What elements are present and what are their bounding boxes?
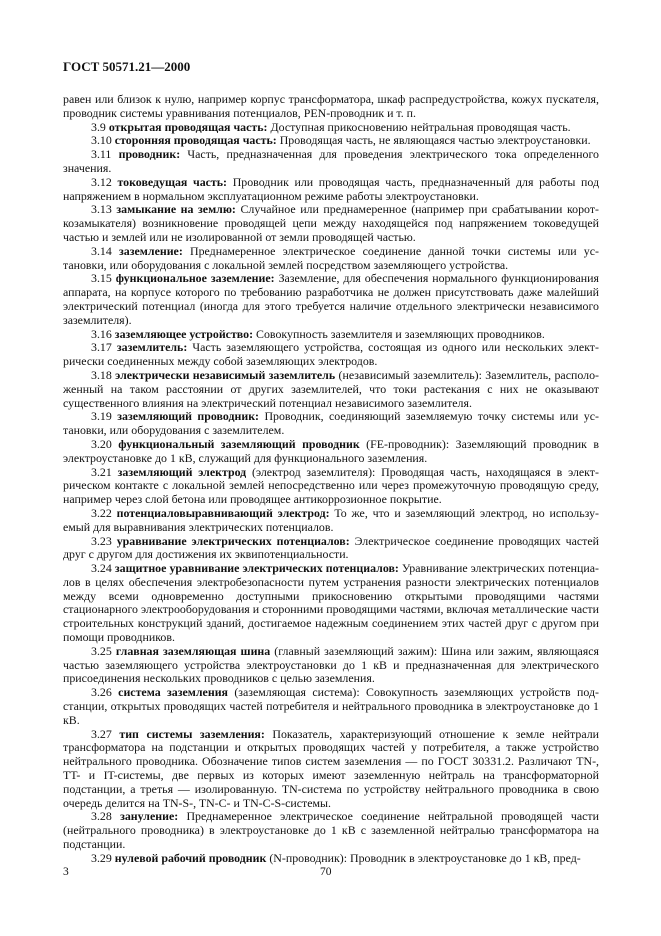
defined-term: электрически независимый заземлитель (115, 367, 336, 382)
definition-paragraph (63, 507, 599, 535)
defined-term: система заземления (118, 685, 228, 700)
footer-left-mark: 3 (63, 866, 69, 878)
definition-text: Преднамеренное электрическое соединение нейтральной проводящей части (нейтрального проводника) в электроустановке до 1 кВ с заземленной нейтралью трансформатора на подстанции. (63, 809, 599, 852)
definition-paragraph (63, 466, 599, 507)
defined-term: уравнивание электрических потенциалов: (116, 533, 350, 548)
defined-term: функциональное заземление: (115, 271, 275, 286)
clause-number: 3.29 (91, 850, 112, 865)
defined-term: заземляющий проводник: (117, 409, 260, 424)
defined-term: заземление: (119, 243, 183, 258)
defined-term: открытая проводящая часть: (108, 119, 268, 134)
clause-number: 3.23 (91, 533, 112, 548)
definition-text: Показатель, характеризующий отношение к земле нейтрали трансформатора на подстанции и открытых проводящих частей у потребителя, а также устройство нейтрального проводника. Обозначение типов систем заземления — по ГОСТ 30331.2. Различают TN-, TT- и IT-системы, две первых из которых имеют заземленную нейтраль на трансформаторной подстанции, а третья — изолированную. TN-система по устройству нейтрального проводника в свою очередь делится на TN-S-, TN-C- и TN-C-S-системы. (63, 726, 599, 810)
clause-number: 3.24 (91, 561, 112, 576)
defined-term: зануление: (120, 809, 179, 824)
definition-paragraph (63, 369, 599, 410)
definition-paragraph (63, 341, 599, 369)
definition-paragraph (63, 810, 599, 851)
clause-number: 3.11 (91, 147, 112, 162)
definition-text: Преднамеренное электрическое соединение данной точки системы или установки, или оборудования с локальной землей посредством заземляющего устройства. (63, 243, 599, 272)
definition-paragraph (63, 245, 599, 273)
definition-text: Проводящая часть, не являющаяся частью электроустановки. (279, 133, 591, 148)
definition-paragraph (63, 852, 599, 866)
definition-text: Случайное или преднамеренное (например при срабатывании короткозамыкателя) возникновение проводящей цепи между находящейся под напряжением токоведущей частью и землей или не изолированной от земли проводящей частью. (63, 202, 599, 244)
definition-paragraph (63, 410, 599, 438)
definition-paragraph (63, 148, 599, 176)
definition-paragraph (63, 645, 599, 686)
definition-text: (заземляющая система): Совокупность заземляющих устройств подстанции, открытых проводящих частей потребителя и нейтрального проводника в электроустановке до 1 кВ. (63, 685, 599, 727)
clause-number: 3.14 (91, 243, 112, 258)
definition-text: Часть, предназначенная для проведения электрического тока определенного значения. (63, 147, 599, 175)
definition-paragraph (63, 121, 599, 135)
definition-text: Уравнивание электрических потенциалов в целях обеспечения электробезопасности путем устранения разности электрических потенциалов между всеми одновременно доступными прикосновению открытыми проводящими частями стационарного электрооборудования и сторонними проводящими частями, включая металлические части строительных конструкций зданий, достигаемое надежным соединением этих частей друг с другом при помощи проводников. (63, 561, 599, 645)
definition-text: Проводник или проводящая часть, предназначенный для работы под напряжением в нормальном эксплуатационном режиме работы электроустановки. (63, 174, 599, 203)
clause-number: 3.15 (91, 271, 112, 286)
defined-term: заземляющее устройство: (114, 326, 254, 341)
definition-text: (FE-проводник): Заземляющий проводник в электроустановке до 1 кВ, служащий для функционального заземления. (63, 436, 599, 465)
continuation-paragraph: равен или близок к нулю, например корпус трансформатора, шкаф распредустройства, кожух пускателя, проводник системы уравнивания потенциалов, PEN-проводник и т. п. (63, 92, 599, 120)
clause-number: 3.18 (91, 367, 112, 382)
defined-term: замыкание на землю: (116, 202, 236, 217)
definition-text: Электрическое соединение проводящих частей друг с другом для достижения их эквипотенциальности. (63, 533, 599, 562)
clause-number: 3.16 (91, 326, 112, 341)
definition-paragraph (63, 686, 599, 727)
clause-number: 3.17 (91, 340, 112, 355)
definition-text: Заземление, для обеспечения нормального функционирования аппарата, на корпусе которого по требованию разработчика не должен присутствовать даже малейший электрический потенциал (иногда для этого требуется наличие отдельного электрически независимого заземлителя). (63, 271, 599, 327)
clause-number: 3.13 (91, 202, 112, 217)
defined-term: заземляющий электрод (117, 464, 247, 479)
defined-term: защитное уравнивание электрических потенциалов: (114, 561, 399, 576)
defined-term: функциональный заземляющий проводник (118, 436, 360, 451)
clause-number: 3.21 (91, 464, 112, 479)
defined-term: потенциаловыравнивающий электрод: (116, 505, 330, 520)
document-header: ГОСТ 50571.21—2000 (63, 59, 191, 74)
definition-paragraph (63, 176, 599, 204)
defined-term: главная заземляющая шина (115, 643, 271, 658)
clause-number: 3.26 (91, 685, 112, 700)
definition-paragraph (63, 562, 599, 645)
defined-term: проводник: (118, 147, 181, 162)
definition-text: (электрод заземлителя): Проводящая часть, находящаяся в электрическом контакте с локальной землей непосредственно или через промежуточную проводящую среду, например через слой бетона или проводящее антикоррозионное покрытие. (63, 464, 599, 507)
clause-number: 3.27 (91, 726, 112, 741)
definition-text: Доступная прикосновению нейтральная проводящая часть. (270, 119, 571, 134)
clause-number: 3.9 (91, 119, 106, 134)
definition-paragraph (63, 328, 599, 342)
definition-paragraph (63, 272, 599, 327)
definition-text: (главный заземляющий зажим): Шина или зажим, являющаяся частью заземляющего устройства электроустановки до 1 кВ и предназначенная для электрического присоединения нескольких проводников с целью заземления. (63, 643, 599, 686)
definition-text: (независимый заземлитель): Заземлитель, расположенный на таком расстоянии от других заземлителей, что токи растекания с них не оказывают существенного влияния на электрический потенциал независимого заземлителя. (63, 367, 599, 410)
defined-term: заземлитель: (116, 340, 188, 355)
definition-text: Часть заземляющего устройства, состоящая из одного или нескольких электрически соединенных между собой заземляющих электродов. (63, 340, 599, 369)
definition-paragraph (63, 203, 599, 244)
definition-text: Проводник, соединяющий заземляемую точку системы или установки, или оборудования с заземлителем. (63, 409, 599, 438)
clause-number: 3.28 (91, 809, 112, 824)
definition-paragraph (63, 134, 599, 148)
defined-term: нулевой рабочий проводник (114, 850, 267, 865)
clause-number: 3.12 (91, 174, 112, 189)
clause-number: 3.20 (91, 436, 112, 451)
definition-paragraph (63, 535, 599, 563)
defined-term: тип системы заземления: (119, 726, 265, 741)
page-number: 70 (320, 866, 332, 878)
clause-number: 3.10 (91, 133, 112, 148)
definition-text: Совокупность заземлителя и заземляющих проводников. (256, 326, 545, 341)
defined-term: сторонняя проводящая часть: (114, 133, 277, 148)
definition-text: То же, что и заземляющий электрод, но используемый для выравнивания электрических потенциалов. (63, 505, 599, 534)
clause-number: 3.22 (91, 505, 112, 520)
defined-term: токоведущая часть: (117, 174, 228, 189)
clause-number: 3.19 (91, 409, 112, 424)
document-body (63, 93, 599, 866)
definition-paragraph (63, 438, 599, 466)
clause-number: 3.25 (91, 643, 112, 658)
definition-text: (N-проводник): Проводник в электроустановке до 1 кВ, пред- (269, 850, 581, 865)
definition-paragraph (63, 728, 599, 811)
